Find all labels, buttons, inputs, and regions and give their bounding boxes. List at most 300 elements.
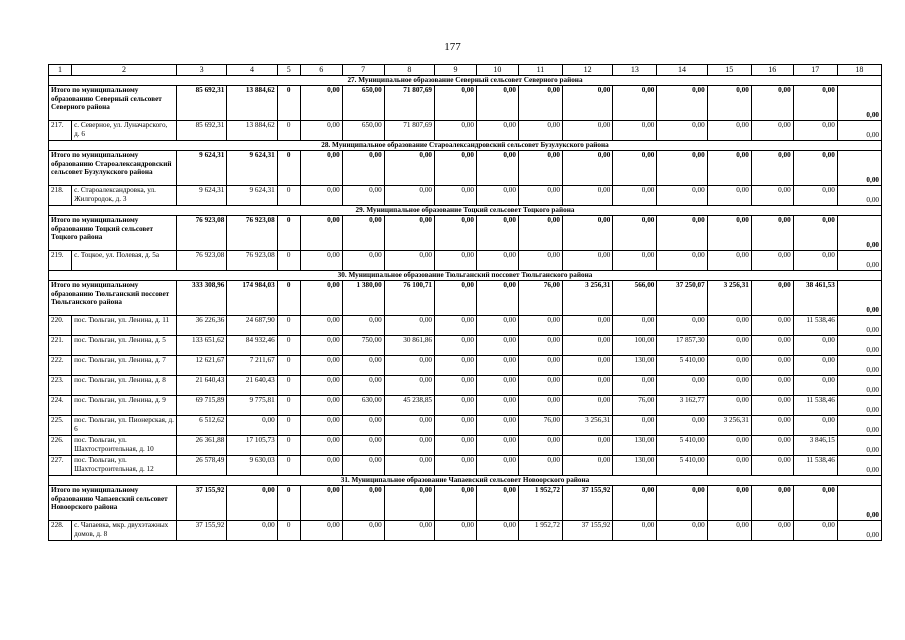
value-cell: 0	[277, 281, 300, 316]
value-cell: 0,00	[837, 486, 881, 521]
column-header: 12	[562, 65, 612, 76]
value-cell: 0,00	[562, 456, 612, 476]
value-cell: 84 932,46	[227, 336, 277, 356]
total-row	[49, 151, 882, 186]
row-number: 221.	[49, 336, 72, 356]
value-cell: 0,00	[476, 186, 518, 206]
value-cell: 0,00	[707, 356, 751, 376]
value-cell: 0,00	[837, 396, 881, 416]
row-name: Итого по муниципальному образованию Чапаевский сельсовет Новоорского района	[49, 486, 177, 521]
value-cell: 13 884,62	[227, 121, 277, 141]
value-cell: 1 952,72	[518, 486, 562, 521]
value-cell: 9 624,31	[176, 186, 226, 206]
value-cell: 0,00	[476, 416, 518, 436]
value-cell: 0,00	[476, 376, 518, 396]
value-cell: 0,00	[751, 186, 793, 206]
value-cell: 0,00	[384, 316, 434, 336]
value-cell: 0,00	[435, 121, 477, 141]
table-row	[49, 416, 882, 436]
column-header: 9	[435, 65, 477, 76]
value-cell: 0,00	[518, 436, 562, 456]
value-cell: 0,00	[613, 316, 657, 336]
column-header: 11	[518, 65, 562, 76]
value-cell: 0,00	[435, 216, 477, 251]
value-cell: 0,00	[476, 216, 518, 251]
table-row	[49, 376, 882, 396]
value-cell: 0,00	[342, 456, 384, 476]
value-cell: 0,00	[300, 281, 342, 316]
value-cell: 0,00	[562, 336, 612, 356]
value-cell: 0,00	[518, 251, 562, 271]
value-cell: 0,00	[707, 521, 751, 541]
value-cell: 0,00	[342, 521, 384, 541]
value-cell: 0,00	[837, 456, 881, 476]
value-cell: 0,00	[793, 121, 837, 141]
section-title: 27. Муниципальное образование Северный сельсовет Северного района	[49, 76, 882, 86]
value-cell: 0,00	[300, 186, 342, 206]
value-cell: 0,00	[476, 86, 518, 121]
value-cell: 0,00	[300, 216, 342, 251]
value-cell: 0,00	[657, 486, 707, 521]
value-cell: 0	[277, 251, 300, 271]
column-header: 4	[227, 65, 277, 76]
value-cell: 0,00	[518, 456, 562, 476]
value-cell: 9 624,31	[227, 151, 277, 186]
value-cell: 76 100,71	[384, 281, 434, 316]
value-cell: 0,00	[227, 416, 277, 436]
total-row	[49, 86, 882, 121]
table-row	[49, 316, 882, 336]
value-cell: 0	[277, 86, 300, 121]
value-cell: 130,00	[613, 436, 657, 456]
value-cell: 0,00	[384, 251, 434, 271]
value-cell: 0,00	[837, 151, 881, 186]
value-cell: 0	[277, 316, 300, 336]
value-cell: 0,00	[793, 186, 837, 206]
value-cell: 85 692,31	[176, 86, 226, 121]
row-name: Итого по муниципальному образованию Северный сельсовет Северного района	[49, 86, 177, 121]
value-cell: 0,00	[562, 121, 612, 141]
value-cell: 0,00	[476, 336, 518, 356]
value-cell: 0,00	[793, 251, 837, 271]
value-cell: 0,00	[384, 456, 434, 476]
value-cell: 0,00	[518, 336, 562, 356]
value-cell: 0,00	[384, 416, 434, 436]
value-cell: 0	[277, 416, 300, 436]
value-cell: 76,00	[518, 416, 562, 436]
value-cell: 0,00	[476, 486, 518, 521]
column-header: 15	[707, 65, 751, 76]
value-cell: 0,00	[435, 456, 477, 476]
value-cell: 0,00	[300, 486, 342, 521]
value-cell: 0,00	[562, 186, 612, 206]
value-cell: 11 538,46	[793, 456, 837, 476]
row-name: пос. Тюльган, ул. Пионерская, д. 6	[72, 416, 177, 436]
value-cell: 0,00	[435, 186, 477, 206]
value-cell: 0,00	[657, 416, 707, 436]
column-header-row	[49, 65, 882, 76]
value-cell: 0,00	[342, 356, 384, 376]
column-header: 3	[176, 65, 226, 76]
value-cell: 0,00	[837, 521, 881, 541]
row-name: пос. Тюльган, ул. Ленина, д. 11	[72, 316, 177, 336]
table-row	[49, 436, 882, 456]
value-cell: 0,00	[342, 486, 384, 521]
value-cell: 0,00	[435, 436, 477, 456]
column-header: 1	[49, 65, 72, 76]
value-cell: 0,00	[613, 186, 657, 206]
value-cell: 0,00	[793, 216, 837, 251]
row-name: Итого по муниципальному образованию Тюльганский поссовет Тюльганского района	[49, 281, 177, 316]
value-cell: 0,00	[476, 121, 518, 141]
row-name: Итого по муниципальному образованию Тоцкий сельсовет Тоцкого района	[49, 216, 177, 251]
value-cell: 0	[277, 356, 300, 376]
value-cell: 0,00	[384, 216, 434, 251]
value-cell: 0,00	[300, 416, 342, 436]
value-cell: 11 538,46	[793, 316, 837, 336]
value-cell: 0,00	[300, 251, 342, 271]
value-cell: 0,00	[384, 376, 434, 396]
value-cell: 0,00	[793, 151, 837, 186]
row-number: 224.	[49, 396, 72, 416]
value-cell: 0,00	[518, 316, 562, 336]
value-cell: 750,00	[342, 336, 384, 356]
value-cell: 0,00	[657, 251, 707, 271]
value-cell: 0,00	[300, 86, 342, 121]
row-number: 225.	[49, 416, 72, 436]
value-cell: 0,00	[384, 521, 434, 541]
value-cell: 0,00	[562, 251, 612, 271]
section-title: 30. Муниципальное образование Тюльганский поссовет Тюльганского района	[49, 271, 882, 281]
value-cell: 0,00	[384, 356, 434, 376]
value-cell: 76 923,08	[227, 216, 277, 251]
value-cell: 0,00	[384, 486, 434, 521]
value-cell: 0,00	[837, 436, 881, 456]
value-cell: 37 155,92	[176, 486, 226, 521]
value-cell: 26 578,49	[176, 456, 226, 476]
value-cell: 26 361,88	[176, 436, 226, 456]
value-cell: 0	[277, 456, 300, 476]
value-cell: 37 155,92	[176, 521, 226, 541]
value-cell: 0,00	[793, 416, 837, 436]
value-cell: 0	[277, 396, 300, 416]
value-cell: 0,00	[435, 251, 477, 271]
table-row	[49, 251, 882, 271]
value-cell: 69 715,89	[176, 396, 226, 416]
value-cell: 9 630,03	[227, 456, 277, 476]
value-cell: 3 162,77	[657, 396, 707, 416]
row-name: с. Тоцкое, ул. Полевая, д. 5а	[72, 251, 177, 271]
value-cell: 0,00	[562, 316, 612, 336]
value-cell: 174 984,03	[227, 281, 277, 316]
value-cell: 0,00	[476, 251, 518, 271]
table-row	[49, 121, 882, 141]
value-cell: 0,00	[476, 151, 518, 186]
value-cell: 130,00	[613, 456, 657, 476]
value-cell: 3 256,31	[562, 281, 612, 316]
value-cell: 0,00	[435, 416, 477, 436]
value-cell: 5 410,00	[657, 436, 707, 456]
value-cell: 0,00	[562, 376, 612, 396]
row-number: 222.	[49, 356, 72, 376]
column-header: 5	[277, 65, 300, 76]
value-cell: 0,00	[707, 216, 751, 251]
row-number: 226.	[49, 436, 72, 456]
value-cell: 45 238,85	[384, 396, 434, 416]
value-cell: 0,00	[435, 396, 477, 416]
value-cell: 0	[277, 216, 300, 251]
value-cell: 0,00	[707, 486, 751, 521]
value-cell: 3 846,15	[793, 436, 837, 456]
column-header: 17	[793, 65, 837, 76]
section-title: 28. Муниципальное образование Староалександровский сельсовет Бузулукского района	[49, 141, 882, 151]
row-name: пос. Тюльган, ул. Ленина, д. 9	[72, 396, 177, 416]
table-row	[49, 456, 882, 476]
value-cell: 9 624,31	[227, 186, 277, 206]
value-cell: 0,00	[837, 376, 881, 396]
value-cell: 333 308,96	[176, 281, 226, 316]
budget-table	[48, 64, 882, 541]
value-cell: 76 923,08	[176, 251, 226, 271]
value-cell: 0,00	[657, 521, 707, 541]
value-cell: 0,00	[707, 151, 751, 186]
section-title-row	[49, 141, 882, 151]
value-cell: 0,00	[613, 86, 657, 121]
column-header: 7	[342, 65, 384, 76]
value-cell: 130,00	[613, 356, 657, 376]
value-cell: 24 687,90	[227, 316, 277, 336]
value-cell: 9 624,31	[176, 151, 226, 186]
column-header: 14	[657, 65, 707, 76]
total-row	[49, 281, 882, 316]
value-cell: 0,00	[300, 396, 342, 416]
value-cell: 0,00	[342, 436, 384, 456]
value-cell: 0,00	[518, 396, 562, 416]
value-cell: 0,00	[707, 251, 751, 271]
value-cell: 85 692,31	[176, 121, 226, 141]
value-cell: 0,00	[342, 186, 384, 206]
column-header: 8	[384, 65, 434, 76]
row-name: с. Чапаевка, мкр. двухэтажных домов, д. 8	[72, 521, 177, 541]
value-cell: 0	[277, 121, 300, 141]
value-cell: 0,00	[613, 251, 657, 271]
value-cell: 0,00	[707, 456, 751, 476]
value-cell: 5 410,00	[657, 356, 707, 376]
value-cell: 100,00	[613, 336, 657, 356]
value-cell: 0,00	[613, 121, 657, 141]
value-cell: 0,00	[751, 251, 793, 271]
value-cell: 0,00	[657, 316, 707, 336]
row-name: пос. Тюльган, ул. Шахтостроительная, д. 12	[72, 456, 177, 476]
row-name: пос. Тюльган, ул. Шахтостроительная, д. 10	[72, 436, 177, 456]
value-cell: 0,00	[384, 151, 434, 186]
column-header: 16	[751, 65, 793, 76]
value-cell: 0	[277, 521, 300, 541]
value-cell: 0,00	[751, 456, 793, 476]
value-cell: 0,00	[476, 456, 518, 476]
column-header: 10	[476, 65, 518, 76]
value-cell: 0,00	[300, 121, 342, 141]
value-cell: 630,00	[342, 396, 384, 416]
value-cell: 0,00	[837, 251, 881, 271]
value-cell: 30 861,86	[384, 336, 434, 356]
value-cell: 133 651,62	[176, 336, 226, 356]
section-title: 31. Муниципальное образование Чапаевский сельсовет Новоорского района	[49, 476, 882, 486]
value-cell: 0,00	[342, 416, 384, 436]
row-name: с. Северное, ул. Луначарского, д. 6	[72, 121, 177, 141]
value-cell: 0,00	[384, 186, 434, 206]
column-header: 2	[72, 65, 177, 76]
value-cell: 0,00	[613, 521, 657, 541]
value-cell: 0,00	[837, 186, 881, 206]
value-cell: 0,00	[613, 151, 657, 186]
value-cell: 0,00	[300, 376, 342, 396]
value-cell: 3 256,31	[707, 281, 751, 316]
value-cell: 0,00	[435, 86, 477, 121]
value-cell: 76 923,08	[227, 251, 277, 271]
value-cell: 0,00	[751, 121, 793, 141]
section-title-row	[49, 271, 882, 281]
value-cell: 17 857,30	[657, 336, 707, 356]
value-cell: 0,00	[476, 436, 518, 456]
value-cell: 0,00	[657, 186, 707, 206]
value-cell: 21 640,43	[176, 376, 226, 396]
value-cell: 36 226,36	[176, 316, 226, 336]
value-cell: 0,00	[518, 121, 562, 141]
value-cell: 0,00	[837, 316, 881, 336]
column-header: 18	[837, 65, 881, 76]
section-title-row	[49, 76, 882, 86]
value-cell: 0,00	[518, 216, 562, 251]
value-cell: 0,00	[707, 336, 751, 356]
value-cell: 0,00	[793, 376, 837, 396]
table-row	[49, 186, 882, 206]
value-cell: 1 380,00	[342, 281, 384, 316]
value-cell: 0,00	[793, 86, 837, 121]
total-row	[49, 486, 882, 521]
value-cell: 9 775,81	[227, 396, 277, 416]
value-cell: 0,00	[227, 521, 277, 541]
value-cell: 0	[277, 436, 300, 456]
value-cell: 0,00	[793, 336, 837, 356]
value-cell: 0,00	[707, 376, 751, 396]
value-cell: 0,00	[342, 316, 384, 336]
table-row	[49, 336, 882, 356]
value-cell: 0,00	[435, 316, 477, 336]
value-cell: 0,00	[300, 151, 342, 186]
value-cell: 0,00	[300, 316, 342, 336]
value-cell: 0,00	[342, 376, 384, 396]
value-cell: 0,00	[751, 376, 793, 396]
value-cell: 0,00	[751, 86, 793, 121]
table-row	[49, 396, 882, 416]
value-cell: 3 256,31	[562, 416, 612, 436]
page-number: 177	[444, 41, 461, 53]
value-cell: 0,00	[613, 216, 657, 251]
section-title: 29. Муниципальное образование Тоцкий сельсовет Тоцкого района	[49, 206, 882, 216]
value-cell: 0,00	[613, 416, 657, 436]
value-cell: 76,00	[613, 396, 657, 416]
value-cell: 0,00	[435, 486, 477, 521]
value-cell: 38 461,53	[793, 281, 837, 316]
value-cell: 0,00	[613, 376, 657, 396]
value-cell: 650,00	[342, 121, 384, 141]
value-cell: 21 640,43	[227, 376, 277, 396]
value-cell: 0,00	[707, 396, 751, 416]
value-cell: 12 621,67	[176, 356, 226, 376]
value-cell: 6 512,62	[176, 416, 226, 436]
value-cell: 0,00	[657, 216, 707, 251]
column-header: 13	[613, 65, 657, 76]
row-number: 217.	[49, 121, 72, 141]
value-cell: 17 105,73	[227, 436, 277, 456]
value-cell: 0,00	[707, 436, 751, 456]
value-cell: 0,00	[751, 436, 793, 456]
row-name: пос. Тюльган, ул. Ленина, д. 7	[72, 356, 177, 376]
value-cell: 11 538,46	[793, 396, 837, 416]
section-title-row	[49, 476, 882, 486]
value-cell: 0,00	[342, 151, 384, 186]
value-cell: 0,00	[751, 521, 793, 541]
total-row	[49, 216, 882, 251]
value-cell: 76,00	[518, 281, 562, 316]
value-cell: 0,00	[613, 486, 657, 521]
value-cell: 0,00	[435, 356, 477, 376]
value-cell: 0,00	[751, 336, 793, 356]
value-cell: 0,00	[476, 316, 518, 336]
value-cell: 0,00	[793, 521, 837, 541]
value-cell: 0,00	[707, 316, 751, 336]
value-cell: 0,00	[837, 336, 881, 356]
value-cell: 0,00	[751, 416, 793, 436]
value-cell: 0,00	[435, 521, 477, 541]
value-cell: 0,00	[518, 151, 562, 186]
value-cell: 37 155,92	[562, 521, 612, 541]
value-cell: 0	[277, 336, 300, 356]
value-cell: 0,00	[562, 356, 612, 376]
value-cell: 0,00	[300, 356, 342, 376]
row-number: 227.	[49, 456, 72, 476]
value-cell: 0,00	[707, 186, 751, 206]
table-row	[49, 521, 882, 541]
value-cell: 0,00	[751, 486, 793, 521]
value-cell: 0,00	[342, 216, 384, 251]
value-cell: 0,00	[562, 86, 612, 121]
value-cell: 0,00	[476, 521, 518, 541]
value-cell: 0,00	[476, 281, 518, 316]
value-cell: 0,00	[518, 86, 562, 121]
value-cell: 0,00	[562, 436, 612, 456]
row-name: Итого по муниципальному образованию Староалександровский сельсовет Бузулукского района	[49, 151, 177, 186]
value-cell: 0,00	[751, 151, 793, 186]
value-cell: 0,00	[384, 436, 434, 456]
value-cell: 0,00	[435, 281, 477, 316]
value-cell: 0,00	[657, 86, 707, 121]
value-cell: 0,00	[476, 356, 518, 376]
row-number: 220.	[49, 316, 72, 336]
value-cell: 0,00	[751, 356, 793, 376]
value-cell: 0,00	[751, 396, 793, 416]
value-cell: 0,00	[518, 186, 562, 206]
value-cell: 0	[277, 376, 300, 396]
value-cell: 566,00	[613, 281, 657, 316]
value-cell: 0,00	[751, 281, 793, 316]
row-number: 218.	[49, 186, 72, 206]
value-cell: 0,00	[837, 121, 881, 141]
value-cell: 5 410,00	[657, 456, 707, 476]
value-cell: 71 807,69	[384, 86, 434, 121]
value-cell: 37 250,07	[657, 281, 707, 316]
